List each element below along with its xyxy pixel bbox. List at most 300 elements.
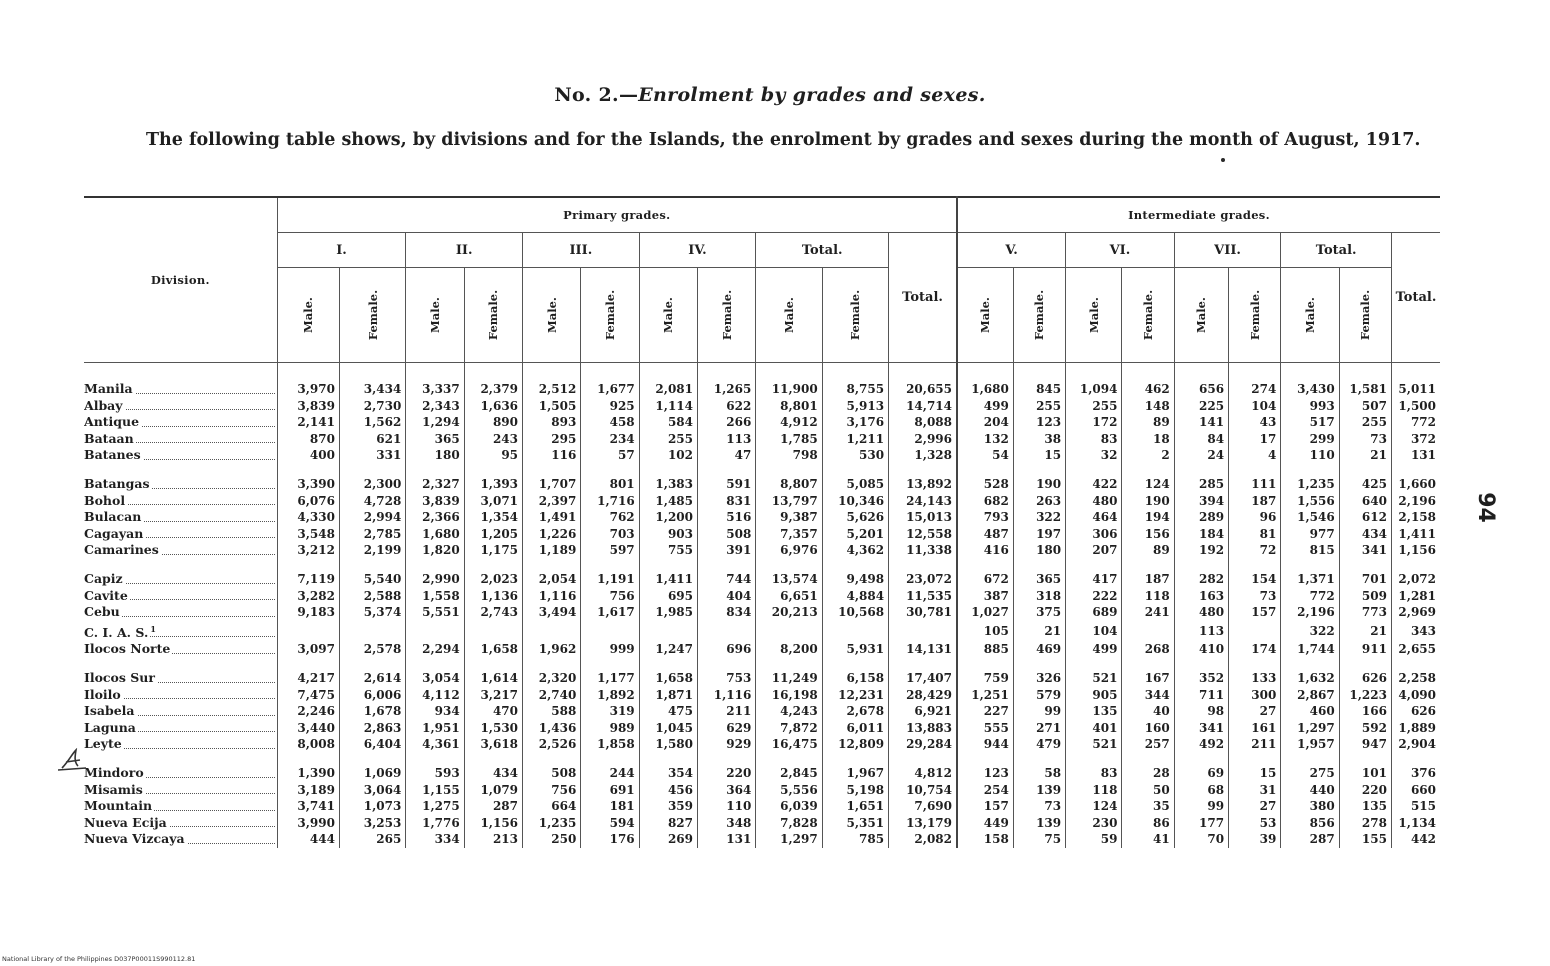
data-cell: 444	[277, 831, 339, 848]
division-name	[84, 782, 277, 799]
table-row	[84, 687, 1440, 704]
data-cell: 1,116	[523, 588, 581, 605]
data-cell: 95	[464, 447, 522, 464]
data-cell: 322	[1281, 621, 1339, 642]
data-cell: 2,023	[464, 559, 522, 588]
data-cell	[406, 621, 464, 642]
data-cell: 1,354	[464, 509, 522, 526]
data-cell: 268	[1122, 641, 1174, 658]
data-cell: 4,330	[277, 509, 339, 526]
division-name	[84, 363, 277, 398]
data-cell: 416	[957, 542, 1013, 559]
division-name	[84, 720, 277, 737]
data-cell: 10,568	[822, 604, 888, 621]
division-label: Cebu	[84, 604, 120, 620]
data-cell: 372	[1391, 431, 1440, 448]
data-cell: 35	[1122, 798, 1174, 815]
female-header	[339, 268, 405, 363]
data-cell: 326	[1013, 658, 1065, 687]
division-label: Isabela	[84, 703, 135, 719]
data-cell: 318	[1013, 588, 1065, 605]
data-cell: 11,900	[756, 363, 822, 398]
intermediate-grades-header: Intermediate grades.	[957, 197, 1440, 233]
female-header	[1229, 268, 1281, 363]
data-cell: 24	[1174, 447, 1228, 464]
male-header	[639, 268, 697, 363]
data-cell: 5,556	[756, 782, 822, 799]
female-label: Female.	[1358, 289, 1373, 341]
data-cell: 139	[1013, 782, 1065, 799]
data-cell: 4,112	[406, 687, 464, 704]
division-name	[84, 464, 277, 493]
data-cell: 1,134	[1391, 815, 1440, 832]
data-cell: 7,690	[889, 798, 957, 815]
data-cell: 660	[1391, 782, 1440, 799]
data-cell: 2,320	[523, 658, 581, 687]
data-cell: 300	[1229, 687, 1281, 704]
male-header	[1281, 268, 1339, 363]
data-cell: 83	[1066, 753, 1122, 782]
data-cell: 4	[1229, 447, 1281, 464]
data-cell: 1,073	[339, 798, 405, 815]
data-cell: 1,871	[639, 687, 697, 704]
data-cell: 555	[957, 720, 1013, 737]
data-cell: 322	[1013, 509, 1065, 526]
data-cell: 2,655	[1391, 641, 1440, 658]
division-label: Ilocos Sur	[84, 670, 155, 686]
data-cell: 1,677	[581, 363, 639, 398]
data-cell: 69	[1174, 753, 1228, 782]
data-cell: 521	[1066, 736, 1122, 753]
division-name	[84, 431, 277, 448]
data-cell: 3,548	[277, 526, 339, 543]
data-cell: 6,404	[339, 736, 405, 753]
data-cell: 287	[464, 798, 522, 815]
data-cell: 227	[957, 703, 1013, 720]
data-cell: 5,351	[822, 815, 888, 832]
data-cell: 105	[957, 621, 1013, 642]
data-cell: 1,094	[1066, 363, 1122, 398]
data-cell: 184	[1174, 526, 1228, 543]
data-cell: 401	[1066, 720, 1122, 737]
data-cell: 1,716	[581, 493, 639, 510]
division-label: Misamis	[84, 781, 143, 797]
data-cell	[277, 621, 339, 642]
data-cell: 211	[698, 703, 756, 720]
data-cell: 1,707	[523, 464, 581, 493]
data-cell: 1,156	[1391, 542, 1440, 559]
data-cell: 521	[1066, 658, 1122, 687]
data-cell: 2,614	[339, 658, 405, 687]
data-cell: 72	[1229, 542, 1281, 559]
data-cell: 250	[523, 831, 581, 848]
data-cell: 21	[1339, 621, 1391, 642]
data-cell: 341	[1174, 720, 1228, 737]
data-cell: 6,039	[756, 798, 822, 815]
data-cell: 701	[1339, 559, 1391, 588]
data-cell: 192	[1174, 542, 1228, 559]
data-cell: 4,243	[756, 703, 822, 720]
grade-header: IV.	[639, 233, 756, 268]
data-cell: 7,872	[756, 720, 822, 737]
data-cell: 2,300	[339, 464, 405, 493]
data-cell: 944	[957, 736, 1013, 753]
data-cell: 1,175	[464, 542, 522, 559]
data-cell: 17,407	[889, 658, 957, 687]
data-cell: 230	[1066, 815, 1122, 832]
data-cell: 41	[1122, 831, 1174, 848]
data-cell: 1,275	[406, 798, 464, 815]
data-cell: 18	[1122, 431, 1174, 448]
data-cell: 856	[1281, 815, 1339, 832]
data-cell: 131	[698, 831, 756, 848]
data-cell	[339, 621, 405, 642]
division-label: Iloilo	[84, 686, 121, 702]
data-cell: 255	[639, 431, 697, 448]
data-cell: 440	[1281, 782, 1339, 799]
male-header	[277, 268, 339, 363]
data-cell: 1,116	[698, 687, 756, 704]
data-cell: 588	[523, 703, 581, 720]
division-name	[84, 509, 277, 526]
data-cell: 265	[339, 831, 405, 848]
grade-header: VI.	[1066, 233, 1175, 268]
data-cell: 2,969	[1391, 604, 1440, 621]
data-cell: 244	[581, 753, 639, 782]
data-cell: 343	[1391, 621, 1440, 642]
data-cell: 16,198	[756, 687, 822, 704]
female-header	[581, 268, 639, 363]
data-cell: 1,632	[1281, 658, 1339, 687]
division-name	[84, 736, 277, 753]
data-cell: 592	[1339, 720, 1391, 737]
data-cell: 194	[1122, 509, 1174, 526]
data-cell: 50	[1122, 782, 1174, 799]
footnote-marker: 1	[150, 623, 156, 634]
data-cell: 929	[698, 736, 756, 753]
data-cell: 102	[639, 447, 697, 464]
data-cell: 517	[1281, 414, 1339, 431]
data-cell: 12,231	[822, 687, 888, 704]
data-cell: 2,743	[464, 604, 522, 621]
data-cell	[756, 621, 822, 642]
data-cell: 20,655	[889, 363, 957, 398]
data-cell: 1,785	[756, 431, 822, 448]
data-cell: 691	[581, 782, 639, 799]
data-cell: 124	[1122, 464, 1174, 493]
data-cell: 1,226	[523, 526, 581, 543]
data-cell: 7,119	[277, 559, 339, 588]
data-cell: 5,198	[822, 782, 888, 799]
data-cell: 31	[1229, 782, 1281, 799]
male-label: Male.	[782, 297, 797, 333]
grade-header: Total.	[1281, 233, 1392, 268]
data-cell: 9,498	[822, 559, 888, 588]
data-cell: 20,213	[756, 604, 822, 621]
data-cell: 442	[1391, 831, 1440, 848]
data-cell: 1,069	[339, 753, 405, 782]
male-label: Male.	[428, 297, 443, 333]
data-cell: 12,558	[889, 526, 957, 543]
division-name	[84, 831, 277, 848]
male-label: Male.	[1086, 297, 1101, 333]
female-label: Female.	[1247, 289, 1262, 341]
data-cell: 278	[1339, 815, 1391, 832]
data-cell: 8,801	[756, 398, 822, 415]
data-cell: 422	[1066, 464, 1122, 493]
data-cell: 2,081	[639, 363, 697, 398]
table-row	[84, 398, 1440, 415]
data-cell: 591	[698, 464, 756, 493]
data-cell: 255	[1339, 414, 1391, 431]
data-cell: 1,617	[581, 604, 639, 621]
table-row	[84, 447, 1440, 464]
male-header	[406, 268, 464, 363]
data-cell: 893	[523, 414, 581, 431]
division-name	[84, 753, 277, 782]
data-cell: 622	[698, 398, 756, 415]
table-row	[84, 753, 1440, 782]
data-cell: 695	[639, 588, 697, 605]
data-cell: 348	[698, 815, 756, 832]
data-cell: 10,346	[822, 493, 888, 510]
data-cell: 75	[1013, 831, 1065, 848]
data-cell: 13,883	[889, 720, 957, 737]
data-cell: 1,776	[406, 815, 464, 832]
data-cell: 1,562	[339, 414, 405, 431]
data-cell: 682	[957, 493, 1013, 510]
data-cell: 434	[464, 753, 522, 782]
data-cell: 3,176	[822, 414, 888, 431]
data-cell: 404	[698, 588, 756, 605]
data-cell: 387	[957, 588, 1013, 605]
division-name	[84, 493, 277, 510]
data-cell: 4,884	[822, 588, 888, 605]
data-cell: 15	[1013, 447, 1065, 464]
data-cell: 508	[698, 526, 756, 543]
data-cell: 1,328	[889, 447, 957, 464]
data-cell: 672	[957, 559, 1013, 588]
data-cell: 376	[1391, 753, 1440, 782]
data-cell: 135	[1066, 703, 1122, 720]
data-cell: 58	[1013, 753, 1065, 782]
data-cell: 460	[1281, 703, 1339, 720]
data-cell: 172	[1066, 414, 1122, 431]
division-label: Bulacan	[84, 509, 142, 525]
data-cell: 220	[1339, 782, 1391, 799]
division-header: Division.	[84, 197, 277, 363]
data-cell: 464	[1066, 509, 1122, 526]
female-label: Female.	[365, 289, 380, 341]
data-cell: 798	[756, 447, 822, 464]
title-text: Enrolment by grades and sexes.	[638, 84, 986, 106]
data-cell: 1,680	[957, 363, 1013, 398]
data-cell: 181	[581, 798, 639, 815]
data-cell: 11,338	[889, 542, 957, 559]
table-row	[84, 363, 1440, 398]
data-cell: 365	[1013, 559, 1065, 588]
data-cell: 3,430	[1281, 363, 1339, 398]
data-cell: 3,337	[406, 363, 464, 398]
data-cell: 827	[639, 815, 697, 832]
data-cell: 456	[639, 782, 697, 799]
data-cell: 911	[1339, 641, 1391, 658]
female-label: Female.	[603, 289, 618, 341]
data-cell: 176	[581, 831, 639, 848]
table-row	[84, 588, 1440, 605]
data-cell: 1,581	[1339, 363, 1391, 398]
data-cell: 207	[1066, 542, 1122, 559]
grade-header: VII.	[1174, 233, 1281, 268]
data-cell: 163	[1174, 588, 1228, 605]
male-header	[1066, 268, 1122, 363]
data-cell: 14,131	[889, 641, 957, 658]
data-cell: 1,744	[1281, 641, 1339, 658]
data-cell: 255	[1013, 398, 1065, 415]
data-cell: 903	[639, 526, 697, 543]
data-cell: 3,282	[277, 588, 339, 605]
data-cell: 516	[698, 509, 756, 526]
male-label: Male.	[301, 297, 316, 333]
data-cell: 772	[1391, 414, 1440, 431]
data-cell: 400	[277, 447, 339, 464]
data-cell: 2,196	[1281, 604, 1339, 621]
division-name	[84, 414, 277, 431]
data-cell: 1,967	[822, 753, 888, 782]
data-cell: 354	[639, 753, 697, 782]
intermediate-total-header: Total.	[1391, 233, 1440, 363]
division-name	[84, 447, 277, 464]
data-cell: 1,200	[639, 509, 697, 526]
data-cell: 39	[1229, 831, 1281, 848]
data-cell: 289	[1174, 509, 1228, 526]
data-cell: 1,500	[1391, 398, 1440, 415]
data-cell: 755	[639, 542, 697, 559]
data-cell: 1,614	[464, 658, 522, 687]
division-name	[84, 398, 277, 415]
division-name	[84, 542, 277, 559]
data-cell: 1,247	[639, 641, 697, 658]
data-cell: 6,651	[756, 588, 822, 605]
data-cell: 1,155	[406, 782, 464, 799]
data-cell: 845	[1013, 363, 1065, 398]
data-cell	[1122, 621, 1174, 642]
data-cell: 1,191	[581, 559, 639, 588]
data-cell: 434	[1339, 526, 1391, 543]
data-cell: 3,054	[406, 658, 464, 687]
data-cell: 1,390	[277, 753, 339, 782]
data-cell: 3,741	[277, 798, 339, 815]
data-cell: 10,754	[889, 782, 957, 799]
division-name	[84, 798, 277, 815]
data-cell: 241	[1122, 604, 1174, 621]
data-cell: 12,809	[822, 736, 888, 753]
data-cell: 141	[1174, 414, 1228, 431]
data-cell: 2,246	[277, 703, 339, 720]
data-cell: 756	[523, 782, 581, 799]
male-label: Male.	[661, 297, 676, 333]
data-cell: 785	[822, 831, 888, 848]
data-cell: 499	[1066, 641, 1122, 658]
data-cell: 1,297	[756, 831, 822, 848]
data-cell: 3,970	[277, 363, 339, 398]
data-cell: 3,839	[277, 398, 339, 415]
data-cell: 299	[1281, 431, 1339, 448]
data-cell: 110	[698, 798, 756, 815]
data-cell: 507	[1339, 398, 1391, 415]
data-cell: 470	[464, 703, 522, 720]
data-cell: 458	[581, 414, 639, 431]
data-cell: 492	[1174, 736, 1228, 753]
data-cell: 2,196	[1391, 493, 1440, 510]
table-row	[84, 641, 1440, 658]
data-cell: 282	[1174, 559, 1228, 588]
data-cell: 2,199	[339, 542, 405, 559]
female-label: Female.	[719, 289, 734, 341]
data-cell: 801	[581, 464, 639, 493]
data-cell: 711	[1174, 687, 1228, 704]
table-row	[84, 604, 1440, 621]
data-cell: 222	[1066, 588, 1122, 605]
data-cell: 449	[957, 815, 1013, 832]
data-cell: 295	[523, 431, 581, 448]
data-cell: 14,714	[889, 398, 957, 415]
data-cell: 530	[822, 447, 888, 464]
data-cell: 3,494	[523, 604, 581, 621]
data-cell: 499	[957, 398, 1013, 415]
data-cell: 3,390	[277, 464, 339, 493]
data-cell: 2,082	[889, 831, 957, 848]
data-cell: 96	[1229, 509, 1281, 526]
data-cell: 703	[581, 526, 639, 543]
data-cell: 220	[698, 753, 756, 782]
data-cell: 1,079	[464, 782, 522, 799]
data-cell: 1,211	[822, 431, 888, 448]
data-cell: 744	[698, 559, 756, 588]
data-cell: 7,357	[756, 526, 822, 543]
data-cell: 5,085	[822, 464, 888, 493]
male-label: Male.	[1194, 297, 1209, 333]
female-label: Female.	[848, 289, 863, 341]
data-cell: 2,785	[339, 526, 405, 543]
data-cell: 479	[1013, 736, 1065, 753]
data-cell: 1,858	[581, 736, 639, 753]
data-cell: 3,434	[339, 363, 405, 398]
data-cell: 2,054	[523, 559, 581, 588]
data-cell	[464, 621, 522, 642]
data-cell: 1,136	[464, 588, 522, 605]
data-cell: 274	[1229, 363, 1281, 398]
table-row	[84, 414, 1440, 431]
enrolment-table	[84, 196, 1440, 848]
division-label: Leyte	[84, 736, 122, 752]
data-cell: 30,781	[889, 604, 957, 621]
data-cell: 1,294	[406, 414, 464, 431]
data-cell: 2,867	[1281, 687, 1339, 704]
data-cell: 234	[581, 431, 639, 448]
table-row	[84, 464, 1440, 493]
data-cell: 174	[1229, 641, 1281, 658]
data-cell: 2,397	[523, 493, 581, 510]
data-cell: 584	[639, 414, 697, 431]
data-cell: 1,889	[1391, 720, 1440, 737]
data-cell: 1,556	[1281, 493, 1339, 510]
division-name	[84, 641, 277, 658]
data-cell: 1,281	[1391, 588, 1440, 605]
division-name	[84, 815, 277, 832]
data-cell	[698, 621, 756, 642]
division-label: Ilocos Norte	[84, 641, 171, 657]
